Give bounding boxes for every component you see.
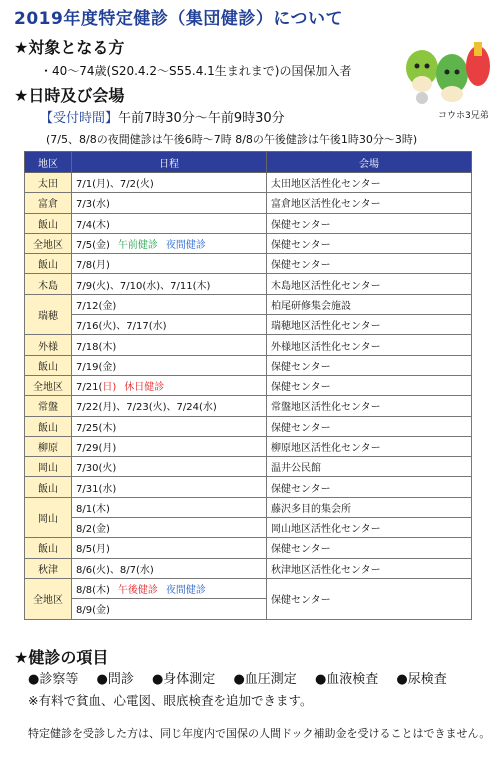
footer-note: 特定健診を受診した方は、同じ年度内で国保の人間ドック補助金を受けることはできません。 bbox=[28, 727, 491, 740]
date-cell: 7/25(木) bbox=[72, 416, 267, 436]
items-list bbox=[28, 668, 461, 687]
table-row bbox=[25, 254, 472, 274]
header-area: 地区 bbox=[25, 152, 72, 173]
date-cell: 7/29(月) bbox=[72, 436, 267, 456]
date-cell: 7/3(水) bbox=[72, 193, 267, 213]
table-row bbox=[25, 457, 472, 477]
area-cell: 木島 bbox=[25, 274, 72, 294]
venue-cell: 保健センター bbox=[267, 254, 472, 274]
table-row bbox=[25, 233, 472, 253]
table-row bbox=[25, 578, 472, 598]
venue-cell: 秋津地区活性化センター bbox=[267, 558, 472, 578]
venue-cell: 柳原地区活性化センター bbox=[267, 436, 472, 456]
target-heading: ★対象となる方 bbox=[14, 38, 125, 57]
date-cell: 8/1(木) bbox=[72, 497, 267, 517]
date-cell: 7/9(火)、7/10(水)、7/11(木) bbox=[72, 274, 267, 294]
mascot-caption: コウホ3兄弟 bbox=[438, 111, 489, 121]
venue-cell: 保健センター bbox=[267, 477, 472, 497]
venue-cell: 保健センター bbox=[267, 355, 472, 375]
table-row bbox=[25, 416, 472, 436]
table-row bbox=[25, 193, 472, 213]
holiday-checkup-tag: 休日健診 bbox=[124, 382, 165, 394]
date-cell: 8/9(金) bbox=[72, 599, 267, 619]
date-text: 7/5(金) bbox=[76, 240, 110, 252]
item-interview: ●問診 bbox=[96, 672, 134, 687]
table-row bbox=[25, 538, 472, 558]
table-row bbox=[25, 213, 472, 233]
date-text: 7/21( bbox=[76, 382, 103, 394]
table-row bbox=[25, 315, 472, 335]
area-cell: 太田 bbox=[25, 173, 72, 193]
venue-cell: 木島地区活性化センター bbox=[267, 274, 472, 294]
table-row bbox=[25, 173, 472, 193]
venue-cell: 保健センター bbox=[267, 578, 472, 619]
venue-cell: 柏尾研修集会施設 bbox=[267, 294, 472, 314]
date-cell: 7/30(火) bbox=[72, 457, 267, 477]
date-cell: 7/16(火)、7/17(水) bbox=[72, 315, 267, 335]
table-row bbox=[25, 396, 472, 416]
morning-checkup-tag: 午前健診 bbox=[117, 240, 158, 252]
schedule-heading: ★日時及び会場 bbox=[14, 86, 125, 105]
area-cell: 飯山 bbox=[25, 254, 72, 274]
page-title: 2019年度特定健診（集団健診）について bbox=[14, 9, 343, 29]
area-cell: 岡山 bbox=[25, 457, 72, 477]
schedule-note: (7/5、8/8の夜間健診は午後6時〜7時 8/8の午後健診は午後1時30分〜3時) bbox=[46, 133, 418, 146]
table-row bbox=[25, 375, 472, 395]
item-blood-pressure: ●血圧測定 bbox=[233, 672, 297, 687]
afternoon-checkup-tag: 午後健診 bbox=[117, 585, 158, 597]
date-cell: 7/22(月)、7/23(火)、7/24(水) bbox=[72, 396, 267, 416]
venue-cell: 太田地区活性化センター bbox=[267, 173, 472, 193]
item-exam: ●診察等 bbox=[28, 672, 79, 687]
date-cell: 8/2(金) bbox=[72, 518, 267, 538]
area-cell: 全地区 bbox=[25, 233, 72, 253]
area-cell: 飯山 bbox=[25, 416, 72, 436]
header-date: 日程 bbox=[72, 152, 267, 173]
reception-label: 【受付時間】 bbox=[40, 111, 119, 126]
area-cell: 常盤 bbox=[25, 396, 72, 416]
items-heading: ★健診の項目 bbox=[14, 648, 109, 667]
date-cell bbox=[72, 578, 267, 598]
item-blood-test: ●血液検査 bbox=[314, 672, 379, 687]
table-row bbox=[25, 497, 472, 517]
table-row bbox=[25, 274, 472, 294]
item-body-measure: ●身体測定 bbox=[151, 672, 216, 687]
area-cell: 瑞穂 bbox=[25, 294, 72, 335]
date-cell: 7/19(金) bbox=[72, 355, 267, 375]
venue-cell: 温井公民館 bbox=[267, 457, 472, 477]
date-text: 8/8(木) bbox=[76, 585, 110, 597]
date-cell: 7/12(金) bbox=[72, 294, 267, 314]
date-text-sunday: 日) bbox=[102, 382, 117, 394]
table-header-row bbox=[25, 152, 472, 173]
area-cell: 外様 bbox=[25, 335, 72, 355]
venue-cell: 保健センター bbox=[267, 538, 472, 558]
date-cell bbox=[72, 233, 267, 253]
area-cell: 飯山 bbox=[25, 213, 72, 233]
date-cell: 7/4(木) bbox=[72, 213, 267, 233]
date-cell: 8/6(火)、8/7(水) bbox=[72, 558, 267, 578]
area-cell: 秋津 bbox=[25, 558, 72, 578]
night-checkup-tag: 夜間健診 bbox=[165, 240, 206, 252]
date-cell: 7/31(水) bbox=[72, 477, 267, 497]
venue-cell: 常盤地区活性化センター bbox=[267, 396, 472, 416]
table-row bbox=[25, 477, 472, 497]
area-cell: 全地区 bbox=[25, 375, 72, 395]
date-cell bbox=[72, 375, 267, 395]
schedule-table bbox=[24, 151, 472, 620]
venue-cell: 保健センター bbox=[267, 213, 472, 233]
header-venue: 会場 bbox=[267, 152, 472, 173]
area-cell: 飯山 bbox=[25, 477, 72, 497]
night-checkup-tag: 夜間健診 bbox=[165, 585, 206, 597]
venue-cell: 瑞穂地区活性化センター bbox=[267, 315, 472, 335]
venue-cell: 保健センター bbox=[267, 375, 472, 395]
reception-hours: 午前7時30分〜午前9時30分 bbox=[118, 111, 285, 126]
target-description: ・40〜74歳(S20.4.2〜S55.4.1生まれまで)の国保加入者 bbox=[40, 64, 352, 78]
area-cell: 富倉 bbox=[25, 193, 72, 213]
venue-cell: 保健センター bbox=[267, 416, 472, 436]
area-cell: 岡山 bbox=[25, 497, 72, 538]
area-cell: 全地区 bbox=[25, 578, 72, 619]
optional-tests-note: ※有料で貧血、心電図、眼底検査を追加できます。 bbox=[28, 693, 313, 708]
venue-cell: 岡山地区活性化センター bbox=[267, 518, 472, 538]
date-cell: 7/8(月) bbox=[72, 254, 267, 274]
date-cell: 8/5(月) bbox=[72, 538, 267, 558]
table-row bbox=[25, 294, 472, 314]
area-cell: 飯山 bbox=[25, 538, 72, 558]
venue-cell: 富倉地区活性化センター bbox=[267, 193, 472, 213]
area-cell: 柳原 bbox=[25, 436, 72, 456]
table-row bbox=[25, 335, 472, 355]
table-row bbox=[25, 558, 472, 578]
venue-cell: 藤沢多目的集会所 bbox=[267, 497, 472, 517]
venue-cell: 外様地区活性化センター bbox=[267, 335, 472, 355]
mascot-illustration bbox=[394, 38, 494, 122]
table-row bbox=[25, 355, 472, 375]
table-row bbox=[25, 436, 472, 456]
area-cell: 飯山 bbox=[25, 355, 72, 375]
reception-time bbox=[40, 107, 285, 126]
item-urine-test: ●尿検査 bbox=[396, 672, 447, 687]
date-cell: 7/18(木) bbox=[72, 335, 267, 355]
venue-cell: 保健センター bbox=[267, 233, 472, 253]
date-cell: 7/1(月)、7/2(火) bbox=[72, 173, 267, 193]
table-row bbox=[25, 518, 472, 538]
